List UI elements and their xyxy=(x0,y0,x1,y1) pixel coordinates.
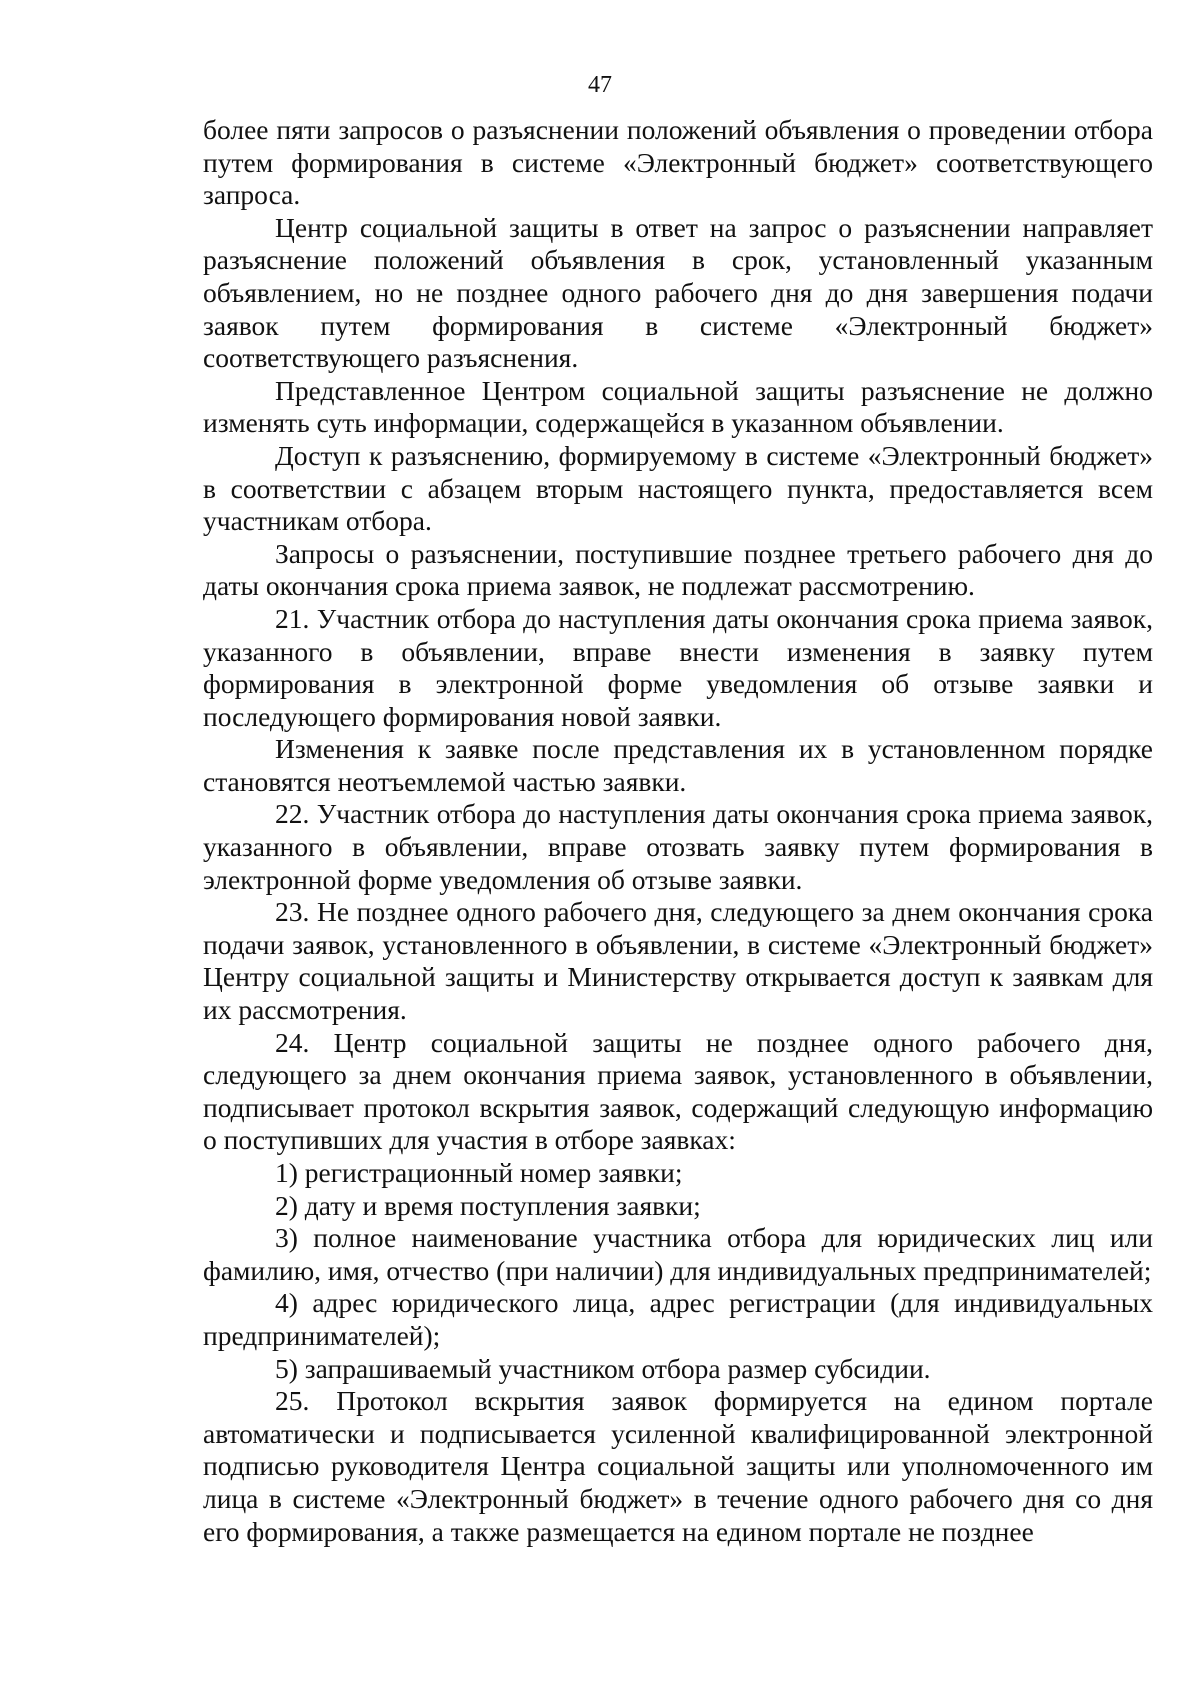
list-item-4: 4) адрес юридического лица, адрес регистрации (для индивидуальных предпринимателей); xyxy=(203,1287,1153,1351)
paragraph: Центр социальной защиты в ответ на запрос о разъяснении направляет разъяснение положений объявления в срок, установленный указанным объявлением, но не позднее одного рабочего дня до дня завершения подачи заявок путем формирования в системе «Электронный бюджет» соответствующего разъяснения. xyxy=(203,211,1153,374)
paragraph: Представленное Центром социальной защиты разъяснение не должно изменять суть информации, содержащейся в указанном объявлении. xyxy=(203,374,1153,439)
paragraph-item-21: 21. Участник отбора до наступления даты окончания срока приема заявок, указанного в объявлении, вправе внести изменения в заявку путем формирования в электронной форме уведомления об отзыве заявки и последующего формирования новой заявки. xyxy=(203,602,1153,732)
list-item-2: 2) дату и время поступления заявки; xyxy=(275,1189,701,1221)
paragraph: Изменения к заявке после представления их в установленном порядке становятся неотъемлемой частью заявки. xyxy=(203,733,1153,797)
paragraph-item-25: 25. Протокол вскрытия заявок формируется на едином портале автоматически и подписывается усиленной квалифицированной электронной подписью руководителя Центра социальной защиты или уполномоченного им лица в системе «Электронный бюджет» в течение одного рабочего дня со дня его формирования, а также размещается на едином портале не позднее xyxy=(203,1385,1153,1547)
paragraph: Запросы о разъяснении, поступившие позднее третьего рабочего дня до даты окончания срока приема заявок, не подлежат рассмотрению. xyxy=(203,537,1153,602)
list-item-3: 3) полное наименование участника отбора для юридических лиц или фамилию, имя, отчество (при наличии) для индивидуальных предпринимателей; xyxy=(203,1222,1153,1286)
paragraph-item-23: 23. Не позднее одного рабочего дня, следующего за днем окончания срока подачи заявок, установленного в объявлении, в системе «Электронный бюджет» Центру социальной защиты и Министерству открывается доступ к заявкам для их рассмотрения. xyxy=(203,896,1153,1026)
paragraph: Доступ к разъяснению, формируемому в системе «Электронный бюджет» в соответствии с абзацем вторым настоящего пункта, предоставляется всем участникам отбора. xyxy=(203,439,1153,537)
list-item-5: 5) запрашиваемый участником отбора размер субсидии. xyxy=(275,1352,931,1384)
page-number: 47 xyxy=(588,72,612,98)
document-body xyxy=(203,114,1153,1548)
paragraph-item-24: 24. Центр социальной защиты не позднее одного рабочего дня, следующего за днем окончания приема заявок, установленного в объявлении, подписывает протокол вскрытия заявок, содержащий следующую информацию о поступивших для участия в отборе заявках: xyxy=(203,1026,1153,1156)
list-item-1: 1) регистрационный номер заявки; xyxy=(275,1157,683,1188)
paragraph-item-22: 22. Участник отбора до наступления даты окончания срока приема заявок, указанного в объявлении, вправе отозвать заявку путем формирования в электронной форме уведомления об отзыве заявки. xyxy=(203,798,1153,895)
paragraph-continuation: более пяти запросов о разъяснении положений объявления о проведении отбора путем формирования в системе «Электронный бюджет» соответствующего запроса. xyxy=(203,114,1153,211)
